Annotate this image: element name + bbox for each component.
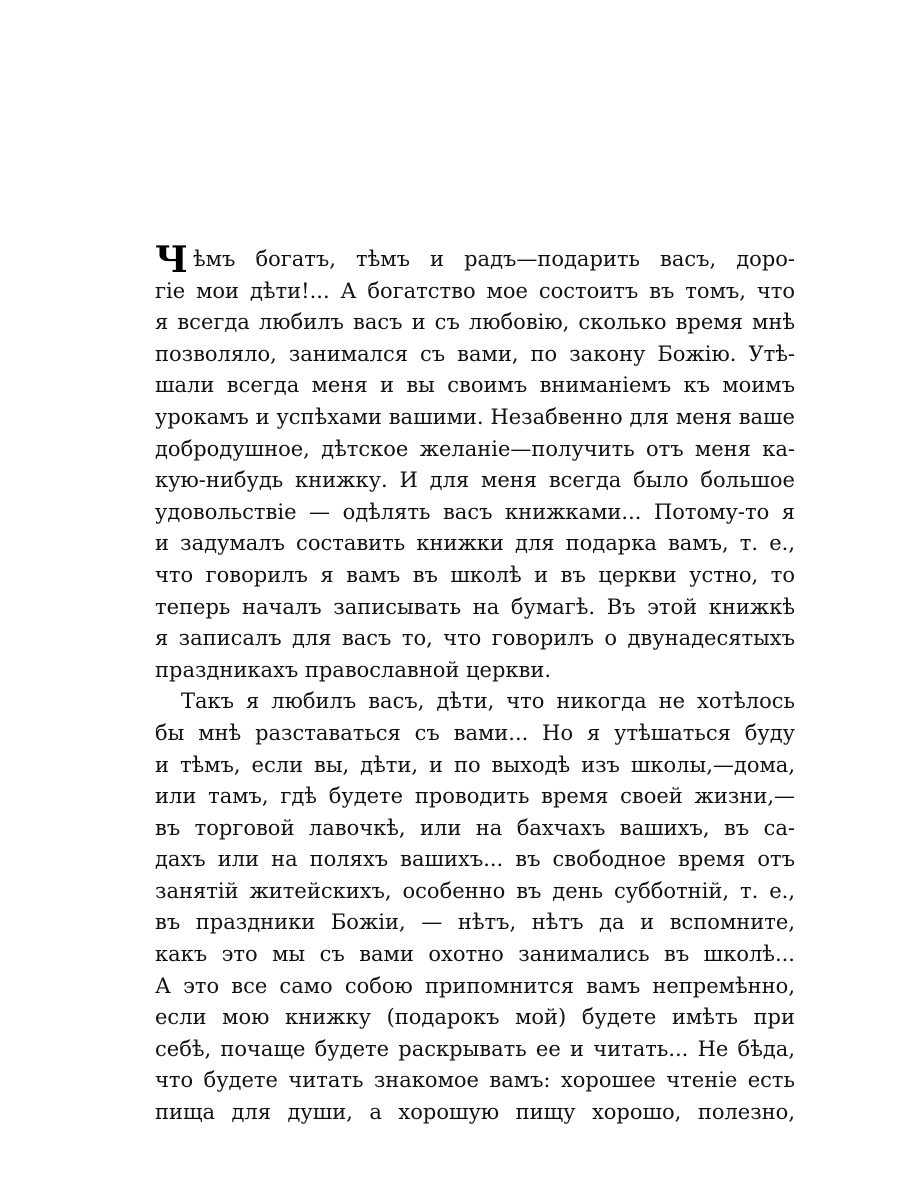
text-line: въ торговой лавочкѣ, или на бахчахъ вашихъ, въ са-	[155, 815, 795, 840]
text-line: я всегда любилъ васъ и съ любовію, сколько время мнѣ	[155, 310, 795, 335]
text-line-paragraph-end: праздникахъ православной церкви.	[155, 657, 552, 682]
text-line-1	[155, 238, 795, 281]
text-line: удовольствіе — одѣлять васъ книжками... Потому-то я	[155, 499, 795, 524]
text-line: если мою книжку (подарокъ мой) будете имѣть при	[155, 1005, 795, 1030]
text-line: шали всегда меня и вы своимъ вниманіемъ къ моимъ	[155, 373, 795, 398]
text-line: дахъ или на поляхъ вашихъ... въ свободное время отъ	[155, 847, 795, 872]
first-line-text: ѣмъ богатъ, тѣмъ и радъ—подарить васъ, доро-	[193, 247, 795, 271]
text-line: бы мнѣ разставаться съ вами... Но я утѣшаться буду	[155, 720, 795, 745]
text-line: или тамъ, гдѣ будете проводить время своей жизни,—	[155, 784, 795, 809]
text-line: я записалъ для васъ то, что говорилъ о двунадесятыхъ	[155, 626, 795, 651]
text-line: въ праздники Божіи, — нѣтъ, нѣтъ да и вспомните,	[155, 910, 795, 935]
text-line: себѣ, почаще будете раскрывать ее и читать... Не бѣда,	[155, 1036, 795, 1061]
text-line: и задумалъ составить книжки для подарка вамъ, т. е.,	[155, 531, 795, 556]
text-line: позволяло, занимался съ вами, по закону Божію. Утѣ-	[155, 341, 795, 366]
text-line: пища для души, а хорошую пищу хорошо, полезно,	[155, 1100, 795, 1125]
text-line: А это все само собою припомнится вамъ непремѣнно,	[155, 973, 795, 998]
text-line: урокамъ и успѣхами вашими. Незабвенно для меня ваше	[155, 404, 795, 429]
text-line: и тѣмъ, если вы, дѣти, и по выходѣ изъ школы,—дома,	[155, 752, 795, 777]
text-line-paragraph-start: Такъ я любилъ васъ, дѣти, что никогда не хотѣлось	[181, 689, 795, 714]
text-line: кую-нибудь книжку. И для меня всегда было большое	[155, 468, 795, 493]
decorative-drop-cap: Ч	[155, 238, 188, 281]
text-line: что будете читать знакомое вамъ: хорошее чтеніе есть	[155, 1068, 795, 1093]
text-line: гіе мои дѣти!... А богатство мое состоитъ въ томъ, что	[155, 278, 795, 303]
body-text	[155, 238, 795, 1129]
text-line: какъ это мы съ вами охотно занимались въ школѣ...	[155, 942, 795, 967]
text-line: добродушное, дѣтское желаніе—получить отъ меня ка-	[155, 436, 795, 461]
text-line: что говорилъ я вамъ въ школѣ и въ церкви устно, то	[155, 562, 795, 587]
text-line: теперь началъ записывать на бумагѣ. Въ этой книжкѣ	[155, 594, 795, 619]
text-line: занятій житейскихъ, особенно въ день субботній, т. е.,	[155, 878, 795, 903]
